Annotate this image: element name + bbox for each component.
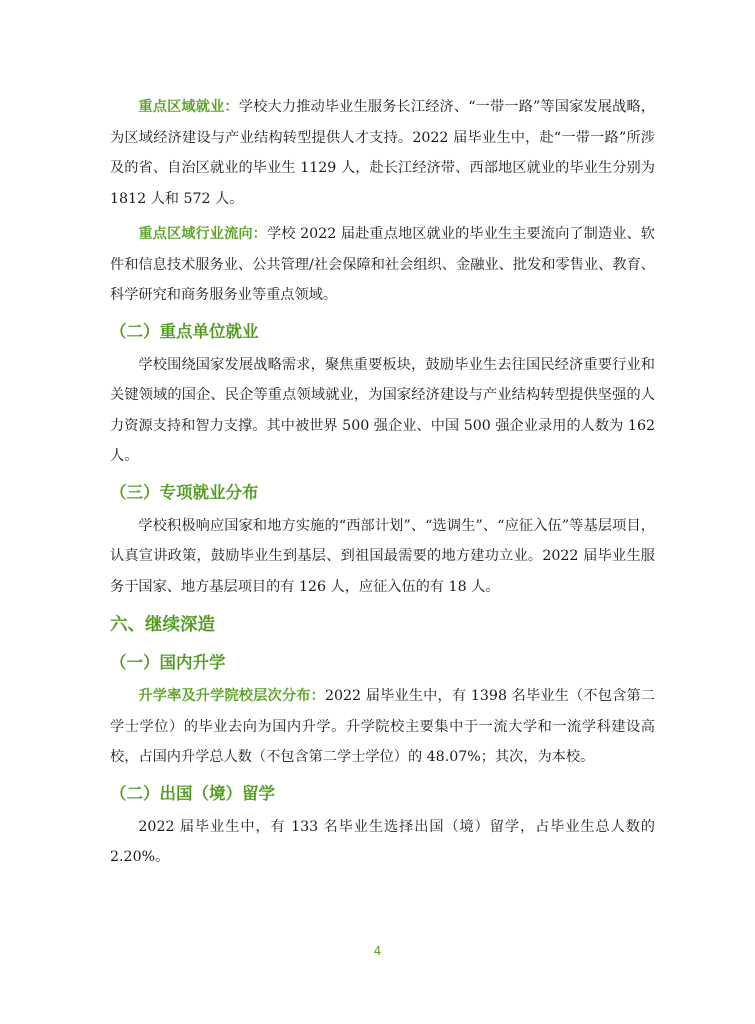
inline-label: 升学率及升学院校层次分布：: [138, 688, 325, 704]
paragraph-domestic-study: [110, 681, 655, 773]
heading-further-study: 六、继续深造: [110, 615, 215, 635]
paragraph-study-abroad: 2022 届毕业生中，有 133 名毕业生选择出国（境）留学，占毕业生总人数的 2.20%。: [110, 818, 655, 865]
document-page: [110, 92, 655, 878]
inline-label: 重点区域就业：: [138, 99, 239, 115]
page-number: 4: [373, 944, 382, 958]
paragraph-special-projects: 学校积极响应国家和地方实施的“西部计划”、“选调生”、“应征入伍”等基层项目，认真宣讲政策，鼓励毕业生到基层、到祖国最需要的地方建功立业。2022 届毕业生服务于国家、地方基层项目的有 126 人，应征入伍的有 18 人。: [110, 517, 655, 595]
paragraph-text: 学校大力推动毕业生服务长江经济、“一带一路”等国家发展战略，为区域经济建设与产业结构转型提供人才支持。2022 届毕业生中，赴“一带一路”所涉及的省、自治区就业的毕业生 1129 人，赴长江经济带、西部地区就业的毕业生分别为 1812 人和 572 人。: [110, 99, 655, 207]
inline-label: 重点区域行业流向：: [138, 226, 267, 242]
paragraph-text: 学校 2022 届赴重点地区就业的毕业生主要流向了制造业、软件和信息技术服务业、公共管理/社会保障和社会组织、金融业、批发和零售业、教育、科学研究和商务服务业等重点领域。: [110, 226, 655, 303]
paragraph-key-units: 学校围绕国家发展战略需求，聚焦重要板块，鼓励毕业生去往国民经济重要行业和关键领域的国企、民企等重点领域就业，为国家经济建设与产业结构转型提供坚强的人力资源支持和智力支撑。其中被世界 500 强企业、中国 500 强企业录用的人数为 162 人。: [110, 356, 655, 464]
heading-domestic-study: （一）国内升学: [110, 653, 226, 672]
paragraph-text: 2022 届毕业生中，有 1398 名毕业生（不包含第二学士学位）的毕业去向为国内升学。升学院校主要集中于一流大学和一流学科建设高校，占国内升学总人数（不包含第二学士学位）的 48.07%；其次，为本校。: [110, 688, 655, 765]
heading-special-projects: （三）专项就业分布: [110, 482, 259, 502]
heading-key-units: （二）重点单位就业: [110, 321, 259, 341]
paragraph-key-region-employment: [110, 92, 655, 214]
paragraph-key-region-industry: [110, 219, 655, 311]
heading-study-abroad: （二）出国（境）留学: [110, 783, 275, 803]
